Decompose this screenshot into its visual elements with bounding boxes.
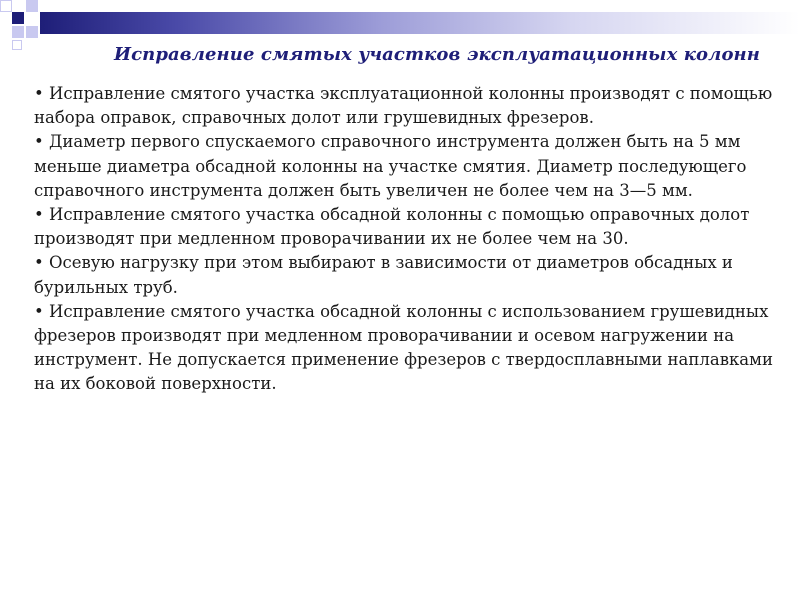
paragraph-text: Исправление смятого участка эксплуатационной колонны производят с помощью набора оправок, справочных долот или грушевидных фрезеров. <box>34 84 773 128</box>
slide-body <box>34 82 774 397</box>
bullet-icon: • <box>34 253 44 273</box>
decor-square-light <box>26 0 38 12</box>
header-gradient-band <box>40 12 800 34</box>
paragraph-text: Осевую нагрузку при этом выбирают в зависимости от диаметров обсадных и бурильных труб. <box>34 253 733 297</box>
bullet-icon: • <box>34 301 44 321</box>
paragraph-text: Исправление смятого участка обсадной колонны с помощью оправочных долот производят при медленном проворачивании их не более чем на 30. <box>34 205 750 249</box>
bullet-paragraph <box>34 130 774 203</box>
bullet-paragraph <box>34 82 774 130</box>
bullet-icon: • <box>34 84 44 103</box>
decor-square-light <box>12 26 24 38</box>
paragraph-text: Диаметр первого спускаемого справочного инструмента должен быть на 5 мм меньше диаметра обсадной колонны на участке смятия. Диаметр последующего справочного инструмента должен быть увеличен не более чем на 3—5 мм. <box>34 132 747 200</box>
decor-square-light <box>26 26 38 38</box>
bullet-paragraph <box>34 251 774 299</box>
decor-square-dark <box>12 12 24 24</box>
bullet-paragraph <box>34 300 774 397</box>
decor-square-outline <box>12 40 22 50</box>
bullet-icon: • <box>34 205 44 225</box>
slide-title: Исправление смятых участков эксплуатационных колонн <box>114 44 760 65</box>
bullet-icon: • <box>34 132 44 152</box>
bullet-paragraph <box>34 203 774 251</box>
decor-square-outline <box>0 0 12 12</box>
paragraph-text: Исправление смятого участка обсадной колонны с использованием грушевидных фрезеров производят при медленном проворачивании и осевом нагружении на инструмент. Не допускается применение фрезеров с твердосплавными наплавками на их боковой поверхности. <box>34 301 773 394</box>
